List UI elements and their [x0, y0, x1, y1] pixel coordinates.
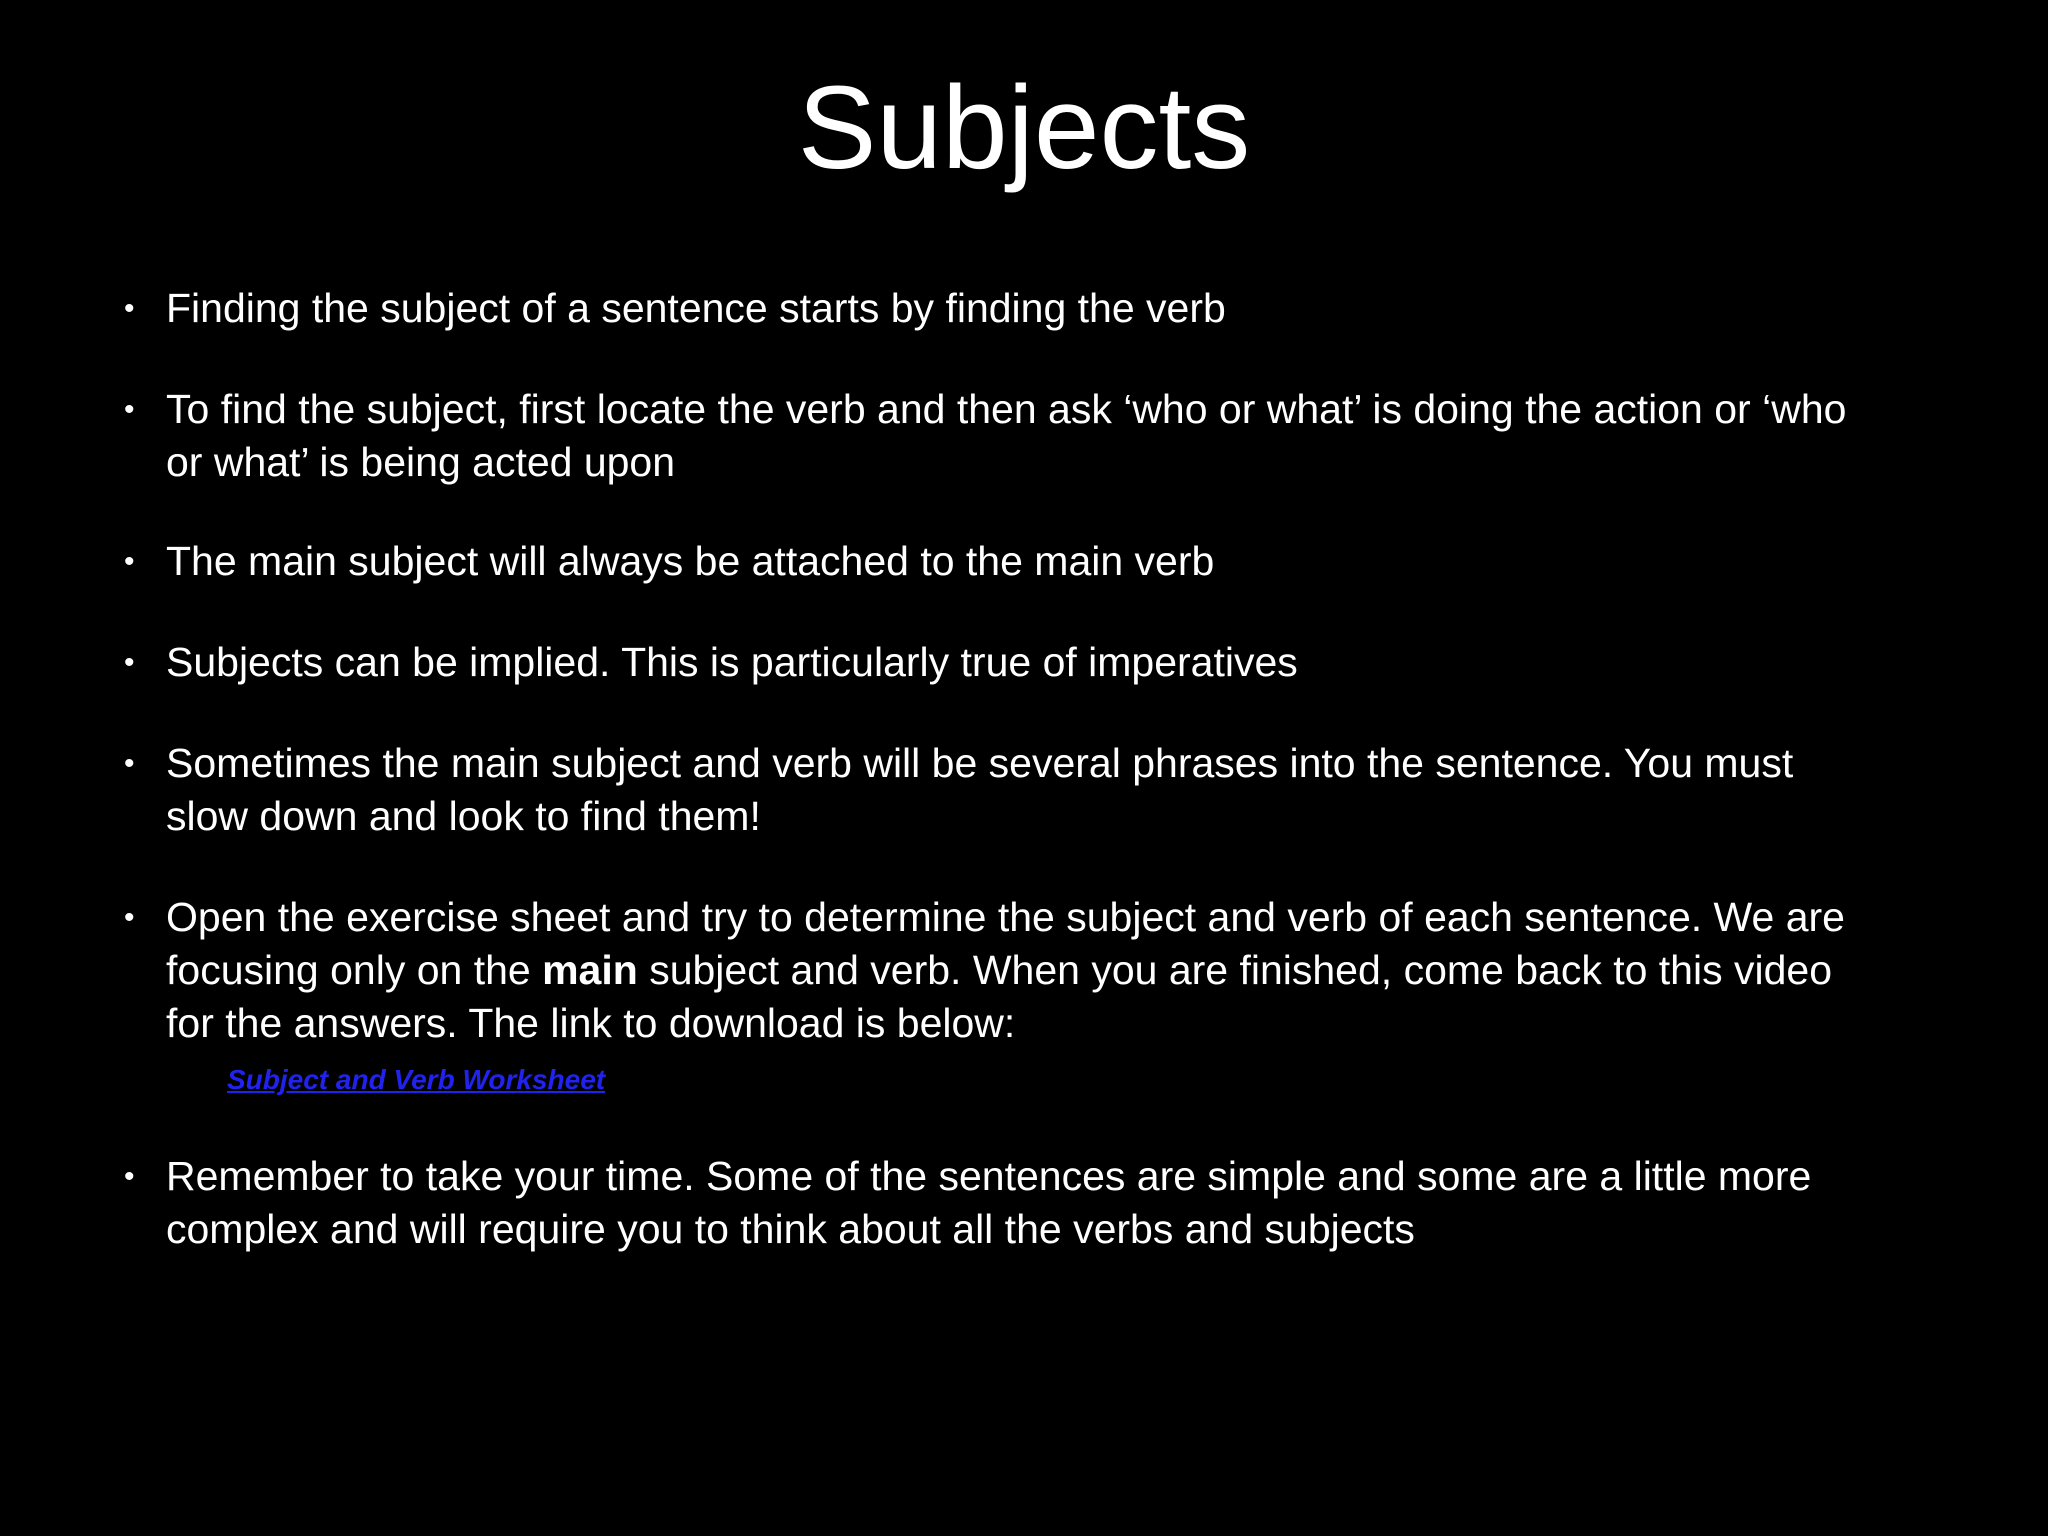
bullet-item	[124, 737, 1866, 843]
bullet-item	[124, 383, 1866, 489]
bullet-item	[124, 1150, 1866, 1256]
bullet-text: Sometimes the main subject and verb will be several phrases into the sentence. You must slow down and look to find them!	[166, 740, 1794, 839]
bullet-dot-icon: •	[124, 292, 135, 325]
bullet-dot-icon: •	[124, 545, 135, 578]
bullet-item	[124, 636, 1866, 689]
bullet-dot-icon: •	[124, 393, 135, 426]
bullet-dot-icon: •	[124, 747, 135, 780]
slide-title: Subjects	[797, 62, 1251, 194]
bullet-text: Finding the subject of a sentence starts by finding the verb	[166, 285, 1226, 331]
worksheet-link[interactable]: Subject and Verb Worksheet	[227, 1064, 606, 1095]
bullet-text-before: Open the exercise sheet and try to determine the subject and verb of each sentence. We are focusing only on the	[166, 894, 1845, 993]
bullet-dot-icon: •	[124, 1160, 135, 1193]
bullet-text-after: subject and verb. When you are finished, come back to this video for the answers. The link to download is below:	[166, 947, 1833, 1046]
bullet-text: Remember to take your time. Some of the sentences are simple and some are a little more complex and will require you to think about all the verbs and subjects	[166, 1153, 1812, 1252]
bullet-text: To find the subject, first locate the verb and then ask ‘who or what’ is doing the action or ‘who or what’ is being acted upon	[166, 386, 1847, 485]
bullet-dot-icon: •	[124, 901, 135, 934]
bullet-text-bold: main	[542, 947, 638, 993]
bullet-text: Subjects can be implied. This is particularly true of imperatives	[166, 639, 1298, 685]
bullet-text	[166, 894, 1845, 1046]
bullet-item	[124, 891, 1866, 1050]
bullet-item	[124, 282, 1866, 335]
bullet-dot-icon: •	[124, 646, 135, 679]
bullet-item	[124, 535, 1866, 588]
bullet-text: The main subject will always be attached to the main verb	[166, 538, 1215, 584]
